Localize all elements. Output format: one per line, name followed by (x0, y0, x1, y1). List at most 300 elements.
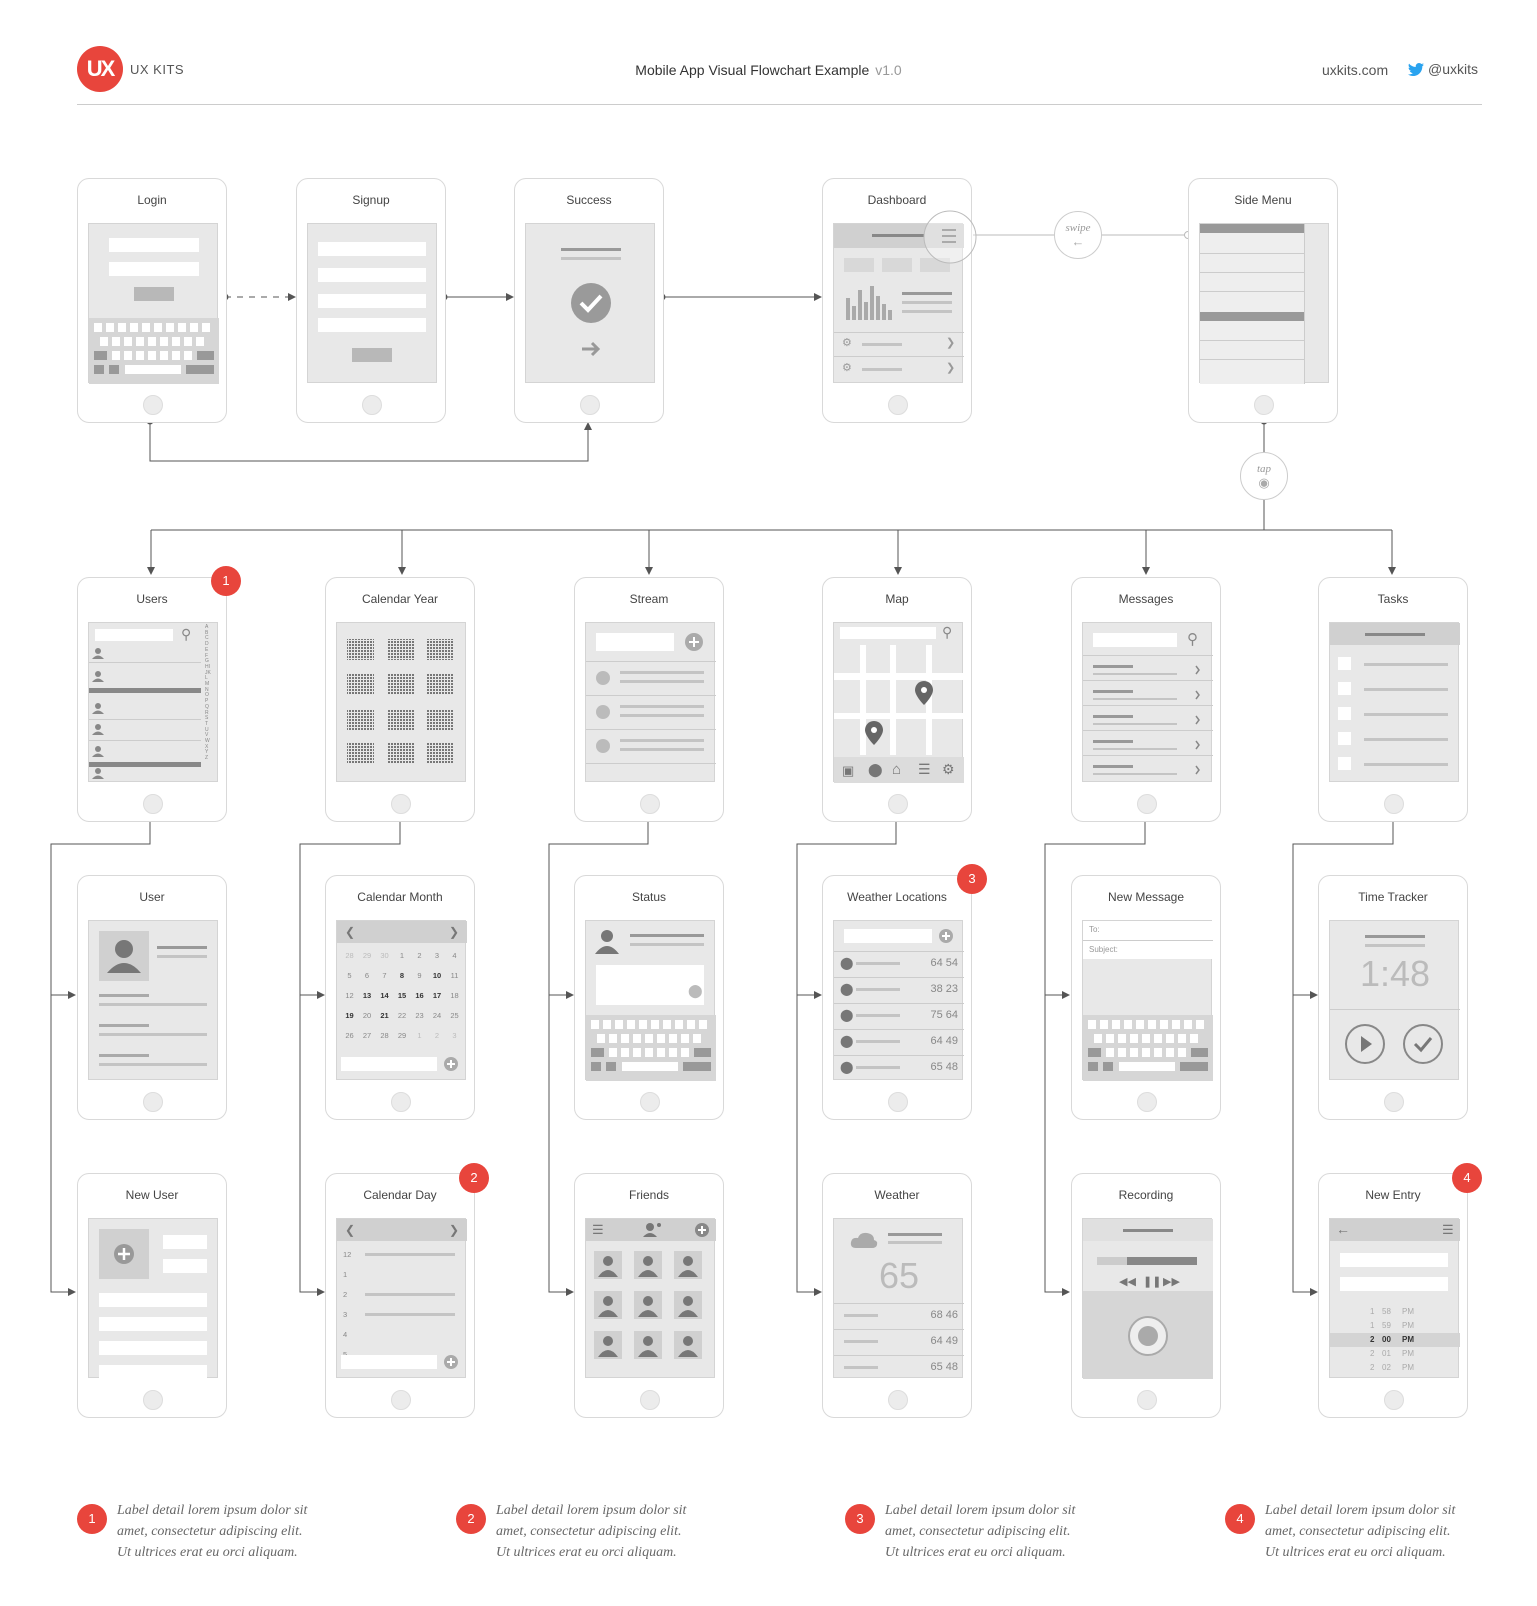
weather-big-temp: 65 (878, 1255, 920, 1296)
calendar-day-cell[interactable]: 14 (380, 991, 389, 1000)
message-search-input[interactable] (1093, 633, 1177, 647)
note-line: Ut ultrices erat eu orci aliquam. (117, 1545, 298, 1560)
rewind-icon[interactable]: ◀◀ (1119, 1276, 1136, 1288)
event-line (365, 1313, 455, 1316)
screen-weather-locations[interactable] (822, 875, 972, 1120)
map-pin-icon: ⬤ (840, 1008, 854, 1022)
calendar-day-cell[interactable]: 28 (345, 951, 354, 960)
tap-gesture (1240, 452, 1288, 500)
home-button (1137, 1390, 1157, 1410)
calendar-day-cell[interactable]: 23 (415, 1011, 424, 1020)
keyboard[interactable] (89, 318, 219, 384)
hour-row[interactable] (337, 1307, 467, 1327)
dashboard-row-line (862, 343, 902, 346)
home-button (1254, 395, 1274, 415)
time-picker-row[interactable] (1330, 1347, 1460, 1361)
new-user-screen (88, 1218, 218, 1378)
fast-forward-icon[interactable]: ▶▶ (1163, 1276, 1180, 1288)
home-button (888, 794, 908, 814)
ampm-value: PM (1402, 1349, 1414, 1358)
side-menu-section (1200, 312, 1304, 321)
search-icon[interactable]: ⚲ (942, 624, 953, 640)
event-input[interactable] (341, 1355, 437, 1369)
map-pin-icon: ⬤ (840, 1060, 854, 1074)
calendar-day-cell[interactable]: 3 (452, 1031, 457, 1040)
home-button (640, 794, 660, 814)
weather-location-row[interactable] (834, 1029, 964, 1055)
screen-title: Weather Locations (847, 890, 947, 904)
calendar-day-cell[interactable]: 24 (432, 1011, 442, 1020)
map-screen (833, 622, 963, 782)
search-input[interactable] (95, 629, 173, 641)
hour-row[interactable] (337, 1247, 467, 1267)
dashboard-stat-line (902, 301, 952, 304)
chevron-right-icon[interactable]: ❯ (946, 337, 956, 349)
new-user-field[interactable] (99, 1317, 207, 1331)
screen-calendar-year[interactable] (325, 577, 475, 822)
home-button (143, 395, 163, 415)
calendar-day-cell[interactable]: 16 (415, 991, 424, 1000)
temperature-range: 64 49 (930, 1035, 958, 1047)
badge-3: 3 (957, 864, 987, 894)
temperature-range: 65 48 (930, 1061, 958, 1073)
home-button (391, 1092, 411, 1112)
screen-friends[interactable] (574, 1173, 724, 1418)
badge-2: 2 (459, 1163, 489, 1193)
screen-title: Calendar Year (361, 592, 439, 606)
badge-1: 1 (211, 566, 241, 596)
gear-icon: ⚙ (842, 337, 852, 349)
time-picker-row[interactable] (1330, 1333, 1460, 1347)
screen-status[interactable] (574, 875, 724, 1120)
status-user-line (630, 934, 704, 937)
plus-circle-icon[interactable] (938, 928, 954, 944)
location-name-line (856, 962, 900, 965)
calendar-day-cell[interactable]: 8 (399, 971, 405, 980)
check-icon[interactable] (1402, 1023, 1444, 1065)
signup-field-2[interactable] (318, 268, 426, 282)
menu-icon[interactable]: ☰ (1442, 1222, 1454, 1237)
chevron-right-icon[interactable]: ❯ (946, 362, 956, 374)
calendar-day-cell[interactable]: 29 (397, 1031, 407, 1040)
user-field-value (99, 1033, 207, 1036)
calendar-day-cell[interactable]: 25 (450, 1011, 459, 1020)
temperature-range: 68 46 (930, 1309, 958, 1321)
record-icon[interactable] (1127, 1315, 1169, 1357)
back-arrow-icon[interactable]: ← (1336, 1221, 1350, 1237)
temperature-range: 64 49 (930, 1335, 958, 1347)
screen-calendar-day[interactable] (325, 1173, 475, 1418)
signup-field-4[interactable] (318, 318, 426, 332)
gear-icon: ⚙ (842, 362, 852, 374)
screen-new-user[interactable] (77, 1173, 227, 1418)
calendar-day-cell[interactable]: 26 (345, 1031, 354, 1040)
user-name-line (157, 946, 207, 949)
hour-label: 4 (343, 1330, 348, 1339)
gear-icon[interactable]: ⚙ (942, 761, 955, 777)
dashboard-tile-1[interactable] (844, 258, 874, 272)
new-entry-screen (1329, 1218, 1459, 1378)
badge-4: 4 (1452, 1163, 1482, 1193)
time-picker[interactable] (1330, 1305, 1460, 1375)
screen-title: Messages (1118, 592, 1174, 606)
hamburger-menu-icon[interactable] (922, 209, 978, 265)
screen-users[interactable] (77, 577, 227, 822)
pause-icon[interactable]: ❚❚ (1143, 1276, 1162, 1288)
calendar-day-cell[interactable]: 19 (345, 1011, 354, 1020)
home-button (1384, 794, 1404, 814)
user-detail-line (157, 955, 207, 958)
home-button (888, 395, 908, 415)
home-button (143, 794, 163, 814)
event-line (365, 1253, 455, 1256)
side-menu-item[interactable] (1200, 272, 1304, 273)
event-input[interactable] (341, 1057, 437, 1071)
temperature-range: 38 23 (930, 983, 958, 995)
minute-value: 58 (1382, 1307, 1391, 1316)
page-title-text: Mobile App Visual Flowchart Example (635, 62, 870, 78)
friends-grid[interactable] (594, 1251, 710, 1371)
signup-screen (307, 223, 437, 383)
recording-screen (1082, 1218, 1212, 1378)
forecast-day-line (844, 1314, 878, 1317)
note-text (885, 1500, 1125, 1563)
swipe-gesture (1054, 211, 1102, 259)
map-search-input[interactable] (840, 627, 936, 639)
forecast-day-line (844, 1366, 878, 1369)
screen-new-entry[interactable] (1318, 1173, 1468, 1418)
day-hour-list[interactable] (337, 1247, 467, 1351)
hour-row[interactable] (337, 1327, 467, 1347)
time-tracker-screen (1329, 920, 1459, 1080)
note-badge: 1 (77, 1504, 107, 1534)
side-menu-item[interactable] (1200, 359, 1304, 360)
screen-new-message[interactable] (1071, 875, 1221, 1120)
screen-dashboard[interactable] (822, 178, 972, 423)
add-photo-icon[interactable] (99, 1229, 149, 1279)
calendar-day-cell[interactable]: 15 (397, 991, 407, 1000)
checkmark-icon (570, 282, 612, 324)
keyboard[interactable] (1083, 1015, 1213, 1081)
calendar-day-cell[interactable]: 12 (345, 991, 354, 1000)
entry-field[interactable] (1340, 1277, 1448, 1291)
tracker-time: 1:48 (1359, 953, 1431, 994)
calendar-day-cell[interactable]: 4 (452, 951, 457, 960)
screen-tasks[interactable] (1318, 577, 1468, 822)
ux-kits-logo[interactable]: UX (77, 46, 123, 92)
calendar-day-cell[interactable]: 9 (417, 971, 422, 980)
weather-location-row[interactable] (834, 951, 964, 977)
chevron-right-icon[interactable]: ❯ (449, 1223, 460, 1237)
screen-recording[interactable] (1071, 1173, 1221, 1418)
ampm-value: PM (1402, 1363, 1414, 1372)
location-name-line (856, 1014, 900, 1017)
screen-login[interactable] (77, 178, 227, 423)
note-line: Label detail lorem ipsum dolor sit (496, 1503, 687, 1518)
hour-label: 1 (343, 1270, 348, 1279)
home-button (580, 395, 600, 415)
success-sub-line (561, 257, 621, 260)
image-icon[interactable]: ▣ (842, 763, 855, 778)
tasks-screen (1329, 622, 1459, 782)
home-button (391, 794, 411, 814)
subject-field[interactable]: Subject: (1089, 945, 1118, 954)
calendar-day-cell[interactable]: 29 (362, 951, 372, 960)
user-avatar-icon (594, 927, 620, 955)
note-line: Label detail lorem ipsum dolor sit (885, 1503, 1076, 1518)
hour-value: 2 (1370, 1335, 1375, 1344)
add-friend-icon[interactable] (642, 1222, 662, 1238)
hour-row[interactable] (337, 1287, 467, 1307)
map-area[interactable] (834, 645, 964, 755)
signup-field-3[interactable] (318, 294, 426, 308)
hour-value: 2 (1370, 1363, 1375, 1372)
screen-messages[interactable] (1071, 577, 1221, 822)
weather-location-row[interactable] (834, 1003, 964, 1029)
search-icon[interactable]: ⚲ (1187, 631, 1198, 648)
screen-title: Calendar Month (357, 890, 443, 904)
dashboard-title-line (872, 234, 924, 237)
calendar-day-screen (336, 1218, 466, 1378)
note-line: Ut ultrices erat eu orci aliquam. (885, 1545, 1066, 1560)
calendar-day-cell[interactable]: 2 (417, 951, 422, 960)
screen-title: Weather (874, 1188, 920, 1202)
calendar-day-cell[interactable]: 3 (434, 951, 440, 960)
message-list[interactable] (1083, 655, 1213, 783)
note-badge: 4 (1225, 1504, 1255, 1534)
minute-value: 00 (1382, 1335, 1391, 1344)
screen-title: Status (631, 890, 667, 904)
weather-desc-line (888, 1241, 942, 1244)
calendar-day-cell[interactable]: 30 (380, 951, 389, 960)
divider (834, 356, 964, 357)
screen-title: User (139, 890, 165, 904)
calendar-day-cell[interactable]: 18 (450, 991, 459, 1000)
weather-location-list[interactable] (834, 951, 964, 1081)
username-field[interactable] (109, 238, 199, 252)
calendar-day-cell[interactable]: 10 (432, 971, 442, 980)
event-line (365, 1293, 455, 1296)
hour-value: 2 (1370, 1349, 1375, 1358)
login-screen (88, 223, 218, 383)
screen-title: New Message (1107, 890, 1185, 904)
location-pin-icon[interactable]: ⬤ (688, 983, 703, 998)
user-avatar-icons (89, 645, 201, 783)
minute-value: 59 (1382, 1321, 1391, 1330)
chevron-right-icon[interactable]: ❯ (449, 925, 460, 939)
ampm-value: PM (1402, 1307, 1414, 1316)
weather-locations-screen (833, 920, 963, 1080)
new-user-field[interactable] (99, 1365, 207, 1379)
time-picker-row[interactable] (1330, 1305, 1460, 1319)
arrow-left-icon: ← (1071, 234, 1085, 249)
plus-circle-icon[interactable] (694, 1222, 710, 1238)
to-field[interactable]: To: (1089, 925, 1100, 934)
divider (834, 332, 964, 333)
weather-forecast-list (834, 1303, 964, 1381)
time-picker-row[interactable] (1330, 1361, 1460, 1375)
list-icon[interactable]: ☰ (918, 761, 931, 777)
status-user-line (630, 943, 704, 946)
entry-field[interactable] (1340, 1253, 1448, 1267)
month-grid[interactable] (341, 951, 463, 1051)
calendar-day-cell[interactable]: 1 (417, 1031, 422, 1040)
screen-calendar-month[interactable] (325, 875, 475, 1120)
calendar-week-row (341, 951, 463, 971)
calendar-day-cell[interactable]: 11 (450, 971, 459, 980)
weather-screen (833, 1218, 963, 1378)
screen-signup[interactable] (296, 178, 446, 423)
side-menu-screen (1199, 223, 1329, 383)
home-button (143, 1092, 163, 1112)
hour-row[interactable] (337, 1267, 467, 1287)
screen-title: Stream (629, 592, 669, 606)
signup-field-1[interactable] (318, 242, 426, 256)
calendar-day-cell[interactable]: 21 (380, 1011, 389, 1020)
arrow-right-icon[interactable] (580, 341, 602, 357)
side-menu-item[interactable] (1200, 340, 1304, 341)
success-screen (525, 223, 655, 383)
calendar-week-row (341, 1031, 463, 1051)
ampm-value: PM (1402, 1335, 1414, 1344)
note-line: amet, consectetur adipiscing elit. (1265, 1524, 1451, 1539)
calendar-day-cell[interactable]: 20 (362, 1011, 372, 1020)
calendar-day-cell[interactable]: 6 (364, 971, 370, 980)
login-button[interactable] (134, 287, 174, 301)
weather-location-row[interactable] (834, 977, 964, 1003)
home-button (1137, 1092, 1157, 1112)
password-field[interactable] (109, 262, 199, 276)
menu-icon[interactable]: ☰ (592, 1222, 604, 1237)
swipe-label: swipe (1065, 222, 1091, 234)
pin-icon[interactable]: ⬤ (868, 762, 883, 777)
time-picker-row[interactable] (1330, 1319, 1460, 1333)
messages-screen (1082, 622, 1212, 782)
calendar-day-cell[interactable]: 1 (399, 951, 405, 960)
play-icon[interactable] (1344, 1023, 1386, 1065)
signup-button[interactable] (352, 348, 392, 362)
screen-title: Users (136, 592, 168, 606)
calendar-year-screen (336, 622, 466, 782)
side-menu-panel (1200, 224, 1305, 384)
forecast-row (834, 1355, 964, 1381)
side-menu-item[interactable] (1200, 253, 1304, 254)
calendar-day-cell[interactable]: 5 (347, 971, 352, 980)
plus-circle-icon[interactable] (443, 1056, 459, 1072)
site-link[interactable]: uxkits.com (1322, 62, 1389, 78)
first-name-field[interactable] (163, 1235, 207, 1249)
user-field-label (99, 994, 149, 997)
note-line: Ut ultrices erat eu orci aliquam. (1265, 1545, 1446, 1560)
screen-title: Success (566, 193, 612, 207)
hour-label: 3 (343, 1310, 348, 1319)
screen-stream[interactable] (574, 577, 724, 822)
screen-time-tracker[interactable] (1318, 875, 1468, 1120)
hour-value: 1 (1370, 1307, 1375, 1316)
alphabet-index[interactable]: ABCDEFGHIJKLMNOPQRSTUVWXYZ (205, 624, 211, 762)
tap-label: tap (1256, 463, 1272, 475)
dashboard-row-line (862, 368, 902, 371)
hour-value: 1 (1370, 1321, 1375, 1330)
screen-map[interactable] (822, 577, 972, 822)
screen-success[interactable] (514, 178, 664, 423)
calendar-day-cell[interactable]: 2 (434, 1031, 440, 1040)
calendar-day-cell[interactable]: 28 (380, 1031, 389, 1040)
search-icon[interactable]: ⚲ (181, 626, 192, 642)
plus-circle-icon[interactable] (684, 632, 704, 652)
dashboard-stat-line (902, 310, 952, 313)
home-button (888, 1390, 908, 1410)
keyboard[interactable] (586, 1015, 716, 1081)
map-pin-icon: ⬤ (840, 982, 854, 996)
note-text (117, 1500, 357, 1563)
user-screen (88, 920, 218, 1080)
users-screen (88, 622, 218, 782)
last-name-field[interactable] (163, 1259, 207, 1273)
screen-title: Friends (628, 1188, 669, 1202)
screen-title: New User (125, 1188, 179, 1202)
twitter-handle: @uxkits (1428, 61, 1478, 77)
note-line: Label detail lorem ipsum dolor sit (117, 1503, 308, 1518)
screen-side-menu[interactable] (1188, 178, 1338, 423)
new-user-field[interactable] (99, 1341, 207, 1355)
map-toolbar (834, 757, 964, 783)
stream-input[interactable] (596, 633, 674, 651)
map-pin-icon: ⬤ (840, 956, 854, 970)
users-list (89, 645, 201, 783)
calendar-day-cell[interactable]: 22 (397, 1011, 407, 1020)
progress-fill (1097, 1257, 1197, 1265)
chevron-left-icon[interactable]: ❮ (345, 1223, 356, 1237)
home-icon[interactable]: ⌂ (892, 761, 902, 778)
hour-label: 12 (343, 1250, 352, 1259)
calendar-day-cell[interactable]: 7 (382, 971, 387, 980)
friends-screen (585, 1218, 715, 1378)
dashboard-tile-2[interactable] (882, 258, 912, 272)
plus-circle-icon[interactable] (443, 1354, 459, 1370)
calendar-day-cell[interactable]: 27 (362, 1031, 372, 1040)
screen-title: Calendar Day (363, 1188, 437, 1202)
location-search-input[interactable] (844, 929, 932, 943)
weather-location-row[interactable] (834, 1055, 964, 1081)
temperature-range: 65 48 (930, 1361, 958, 1373)
chevron-left-icon[interactable]: ❮ (345, 925, 356, 939)
home-button (640, 1390, 660, 1410)
screen-title: New Entry (1365, 1188, 1421, 1202)
ampm-value: PM (1402, 1321, 1414, 1330)
forecast-row (834, 1303, 964, 1329)
screen-title: Dashboard (867, 193, 927, 207)
calendar-day-cell[interactable]: 17 (432, 991, 442, 1000)
day-header (337, 1219, 467, 1241)
temperature-range: 64 54 (930, 957, 958, 969)
new-user-field[interactable] (99, 1293, 207, 1307)
keyboard-keys-icon (1083, 1015, 1213, 1081)
screen-title: Map (885, 592, 909, 606)
divider (1330, 1009, 1460, 1010)
screen-title: Side Menu (1234, 193, 1292, 207)
calendar-day-cell[interactable]: 13 (362, 991, 372, 1000)
screen-user[interactable] (77, 875, 227, 1120)
screen-title: Login (137, 193, 167, 207)
minute-value: 02 (1382, 1363, 1391, 1372)
side-menu-item[interactable] (1200, 291, 1304, 292)
task-list[interactable] (1330, 653, 1460, 778)
keyboard-keys-icon (586, 1015, 716, 1081)
keyboard-keys-icon (89, 318, 219, 384)
screen-title: Tasks (1377, 592, 1409, 606)
screen-weather[interactable] (822, 1173, 972, 1418)
